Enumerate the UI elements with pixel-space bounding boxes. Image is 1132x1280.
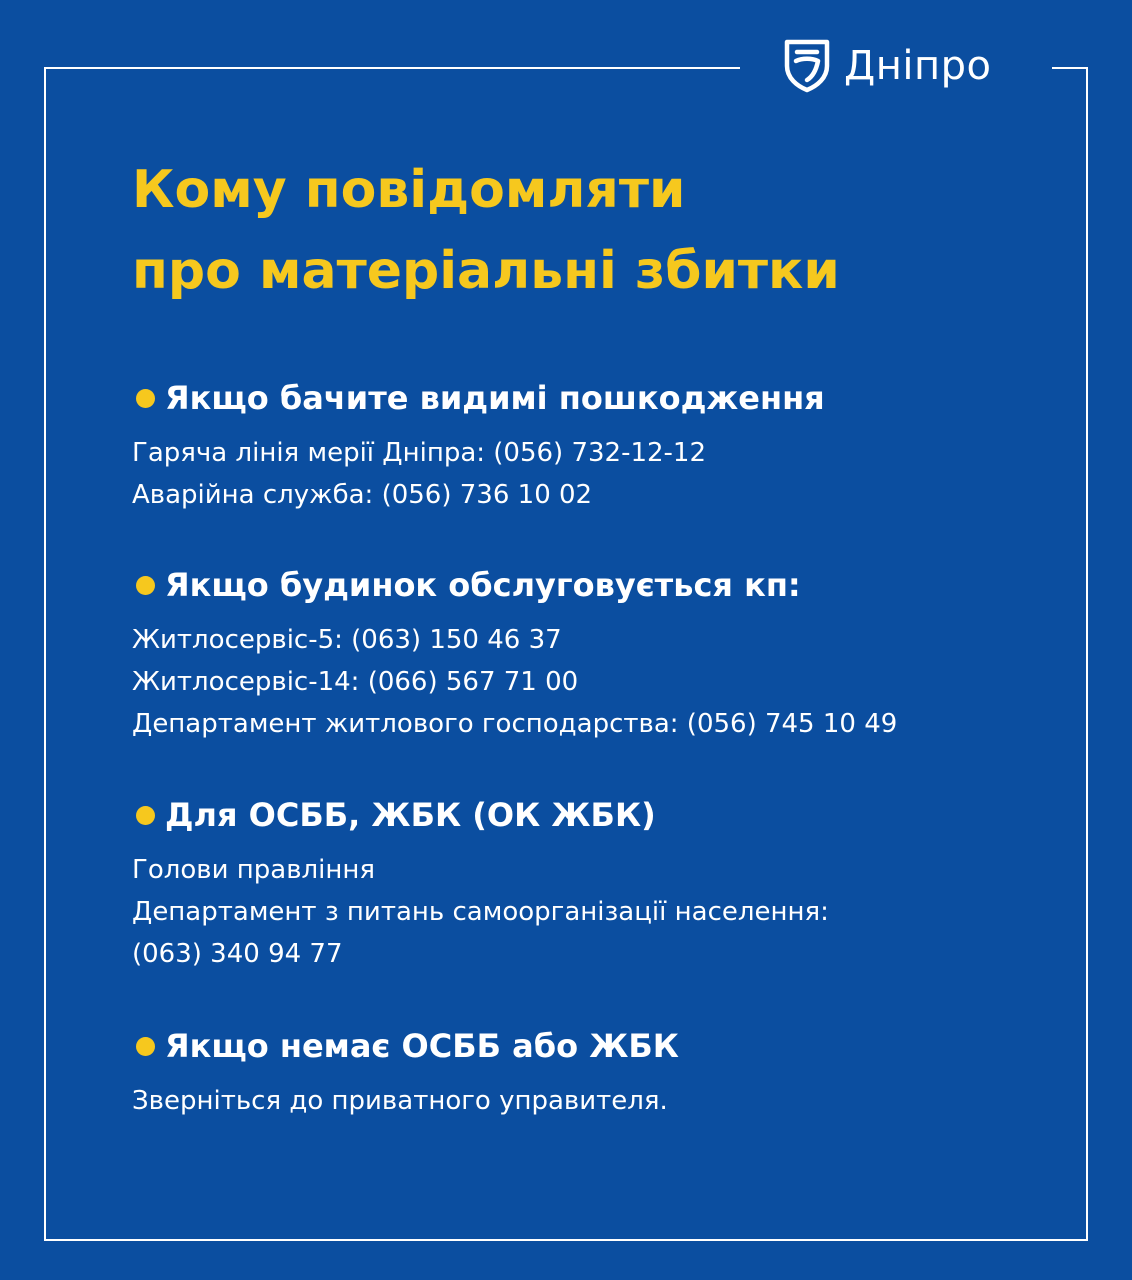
shield-icon <box>782 38 832 94</box>
frame-border-left <box>44 67 46 1241</box>
section-heading-text: Якщо будинок обслуговується кп: <box>165 566 801 604</box>
contact-line: Житлосервіс-5: (063) 150 46 37 <box>132 625 562 655</box>
page-title <box>132 150 1032 312</box>
section-heading-text: Якщо немає ОСББ або ЖБК <box>165 1027 679 1065</box>
title-line-2: про матеріальні збитки <box>132 241 840 301</box>
section-lines <box>132 1080 1032 1122</box>
section-osbb-zhbk <box>132 795 1032 975</box>
section-visible-damage <box>132 378 1032 516</box>
frame-border-bottom <box>44 1239 1088 1241</box>
section-heading <box>132 1026 1032 1066</box>
section-lines <box>132 432 1032 516</box>
section-heading <box>132 795 1032 835</box>
contact-line: (063) 340 94 77 <box>132 939 343 969</box>
logo-text: Дніпро <box>844 43 992 89</box>
section-no-osbb <box>132 1026 1032 1122</box>
section-kp-service <box>132 565 1032 745</box>
bullet-icon <box>136 806 155 825</box>
frame-border-top-right <box>1052 67 1088 69</box>
bullet-icon <box>136 389 155 408</box>
contact-line: Зверніться до приватного управителя. <box>132 1086 668 1116</box>
contact-line: Аварійна служба: (056) 736 10 02 <box>132 480 593 510</box>
city-logo <box>782 36 992 96</box>
contact-line: Житлосервіс-14: (066) 567 71 00 <box>132 667 579 697</box>
frame-border-top-left <box>44 67 740 69</box>
section-lines <box>132 619 1032 745</box>
section-heading <box>132 565 1032 605</box>
section-heading-text: Якщо бачите видимі пошкодження <box>165 379 825 417</box>
title-line-1: Кому повідомляти <box>132 160 686 220</box>
contact-line: Гаряча лінія мерії Дніпра: (056) 732-12-12 <box>132 438 707 468</box>
frame-border-right <box>1086 67 1088 1241</box>
section-heading-text: Для ОСББ, ЖБК (ОК ЖБК) <box>165 796 656 834</box>
contact-line: Департамент з питань самоорганізації населення: <box>132 897 829 927</box>
section-lines <box>132 849 1032 975</box>
section-heading <box>132 378 1032 418</box>
contact-line: Голови правління <box>132 855 376 885</box>
bullet-icon <box>136 576 155 595</box>
contact-line: Департамент житлового господарства: (056) 745 10 49 <box>132 709 898 739</box>
bullet-icon <box>136 1037 155 1056</box>
